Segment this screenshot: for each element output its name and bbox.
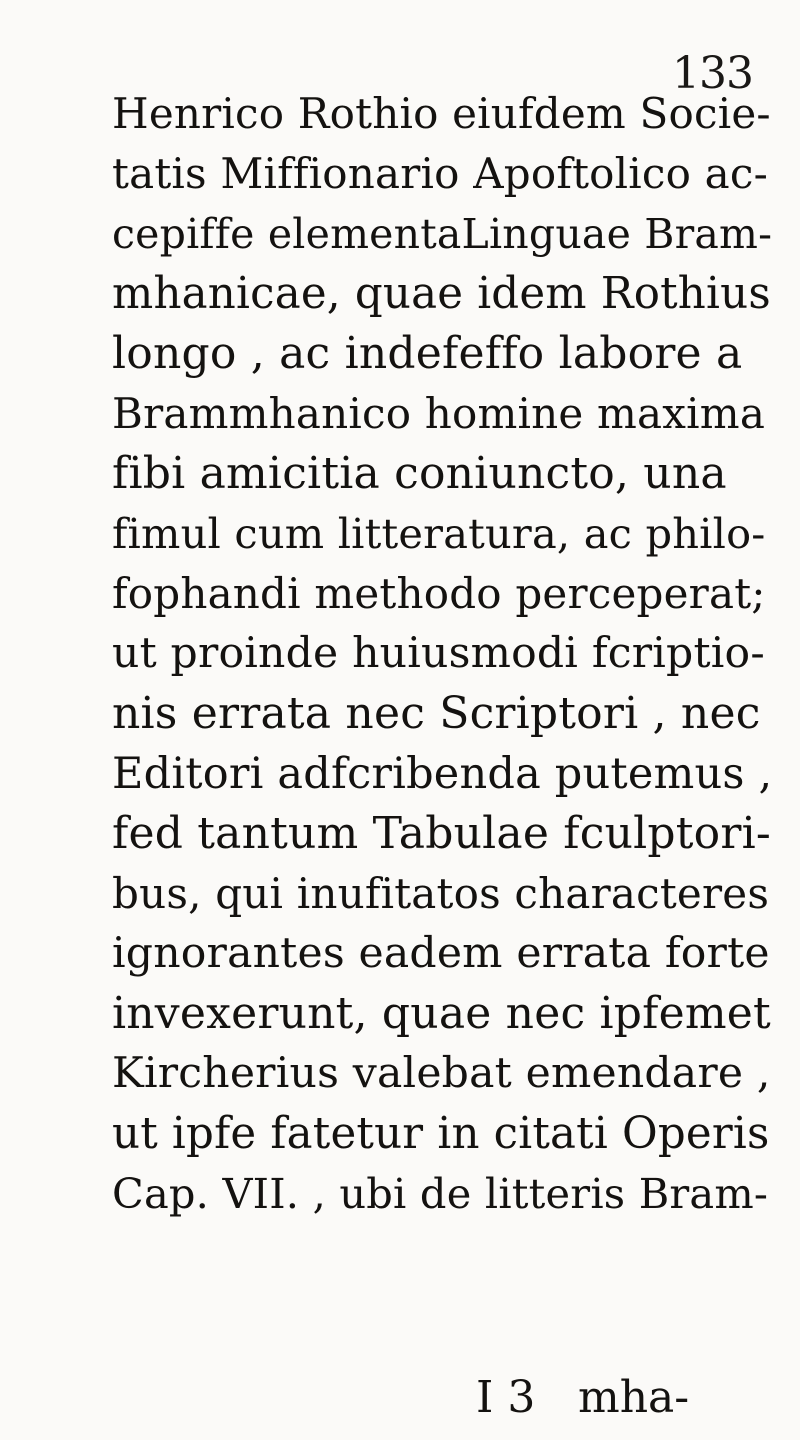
text-line: Henrico Rothio eiufdem Socie- bbox=[112, 89, 771, 138]
signature-mark: I 3 bbox=[476, 1372, 536, 1423]
text-line: Editori adfcribenda putemus , bbox=[112, 749, 773, 799]
text-line: fed tantum Tabulae fculptori- bbox=[112, 808, 771, 859]
text-line: ut ipfe fatetur in citati Operis bbox=[112, 1109, 770, 1159]
text-line: ut proinde huiusmodi fcriptio- bbox=[112, 629, 765, 678]
catchword: mha- bbox=[578, 1372, 690, 1423]
text-line: Brammhanico homine maxima bbox=[112, 389, 766, 438]
text-line: longo , ac indefeffo labore a bbox=[112, 328, 743, 379]
text-line: mhanicae, quae idem Rothius bbox=[112, 269, 771, 319]
catchline bbox=[0, 1368, 800, 1428]
text-line: bus, qui inufitatos characteres bbox=[112, 869, 770, 918]
text-line: cepiffe elementaLinguae Bram- bbox=[112, 210, 773, 258]
text-line: nis errata nec Scriptori , nec bbox=[112, 688, 761, 739]
text-line: Cap. VII. , ubi de litteris Bram- bbox=[112, 1169, 769, 1218]
text-line: fibi amicitia coniuncto, una bbox=[112, 448, 727, 499]
text-line: tatis Miffionario Apoftolico ac- bbox=[112, 149, 769, 198]
text-line: ignorantes eadem errata forte bbox=[112, 929, 770, 978]
text-line: Kircherius valebat emendare , bbox=[112, 1049, 771, 1098]
page-number: 133 bbox=[672, 48, 753, 99]
body-text bbox=[112, 84, 772, 1224]
text-line: fimul cum litteratura, ac philo- bbox=[112, 509, 766, 558]
text-line: invexerunt, quae nec ipfemet bbox=[112, 988, 771, 1039]
text-line: fophandi methodo perceperat; bbox=[112, 569, 766, 618]
